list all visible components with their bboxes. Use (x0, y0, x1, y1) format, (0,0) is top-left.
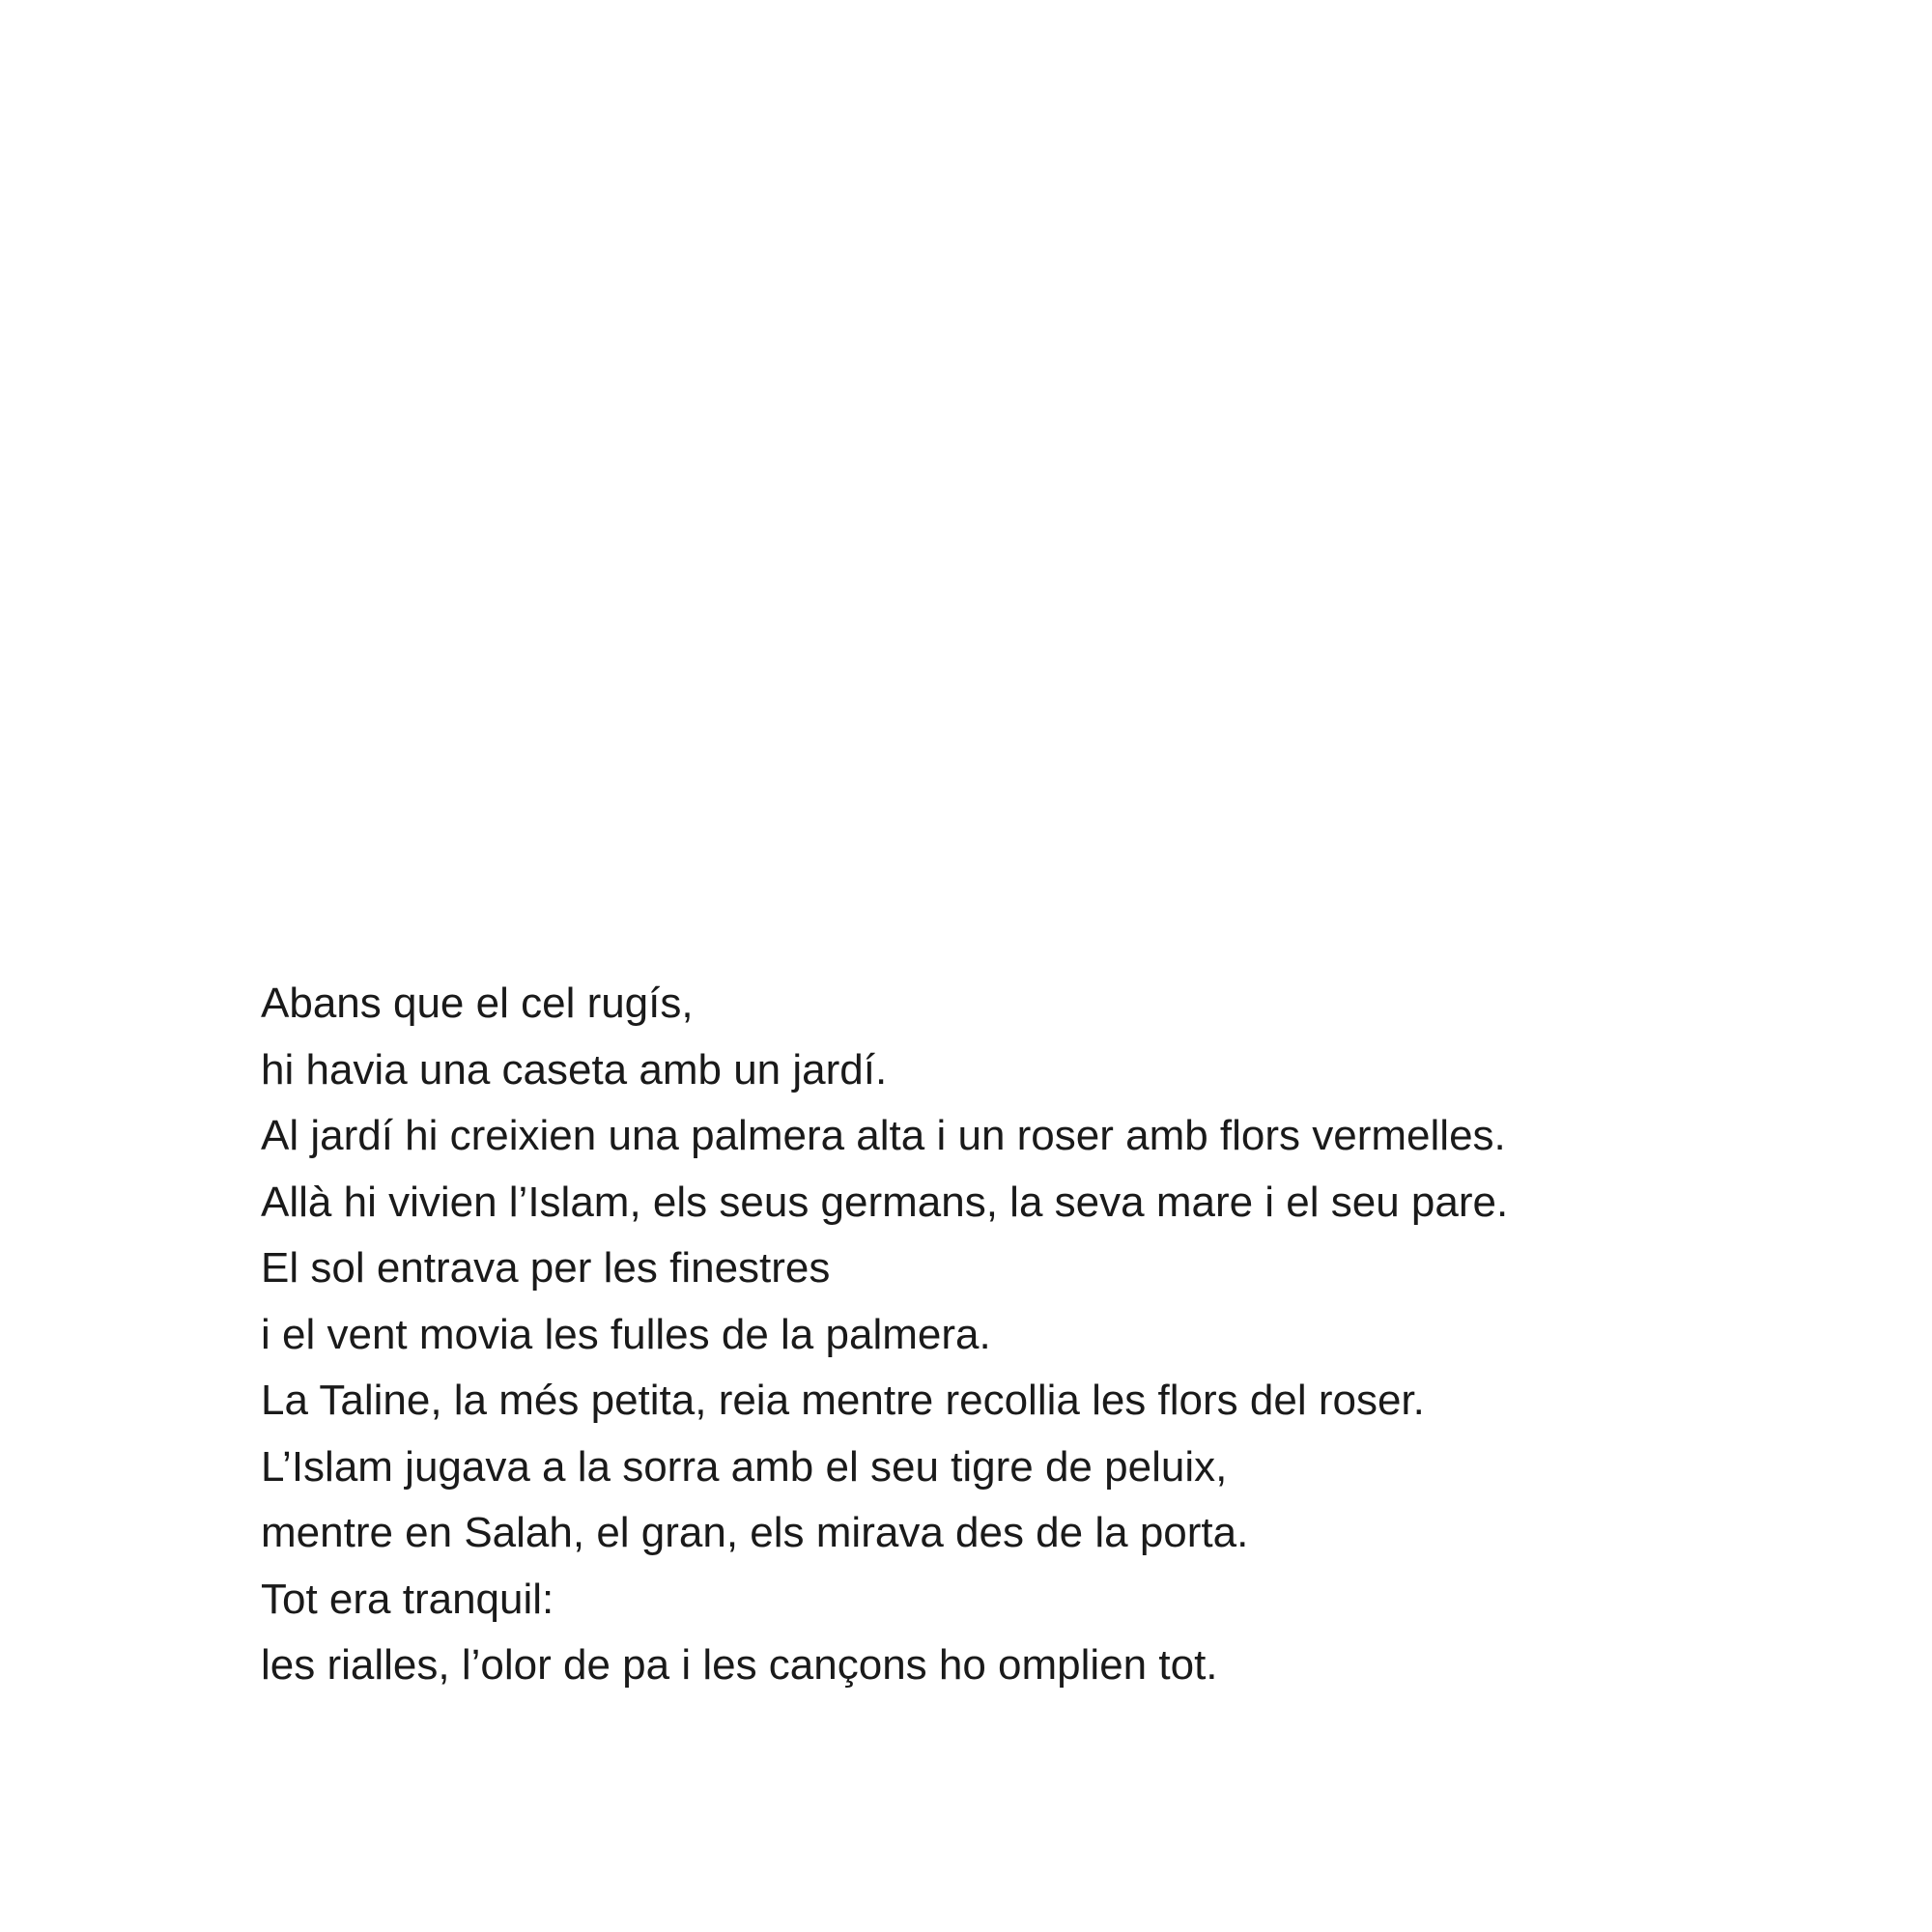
story-line: Tot era tranquil: (261, 1575, 554, 1623)
story-line: Allà hi vivien l’Islam, els seus germans, la seva mare i el seu pare. (261, 1178, 1509, 1226)
story-line: Al jardí hi creixien una palmera alta i un roser amb flors vermelles. (261, 1112, 1506, 1159)
story-line: L’Islam jugava a la sorra amb el seu tigre de peluix, (261, 1442, 1228, 1491)
story-line: La Taline, la més petita, reia mentre recollia les flors del roser. (261, 1377, 1425, 1424)
story-line: Abans que el cel rugís, (261, 980, 694, 1027)
story-line: hi havia una caseta amb un jardí. (261, 1045, 888, 1094)
story-line: mentre en Salah, el gran, els mirava des de la porta. (261, 1509, 1249, 1556)
story-line: les rialles, l’olor de pa i les cançons ho omplien tot. (261, 1641, 1218, 1689)
story-line: i el vent movia les fulles de la palmera. (261, 1310, 991, 1358)
story-text (261, 971, 1806, 1699)
story-line: El sol entrava per les finestres (261, 1244, 831, 1292)
